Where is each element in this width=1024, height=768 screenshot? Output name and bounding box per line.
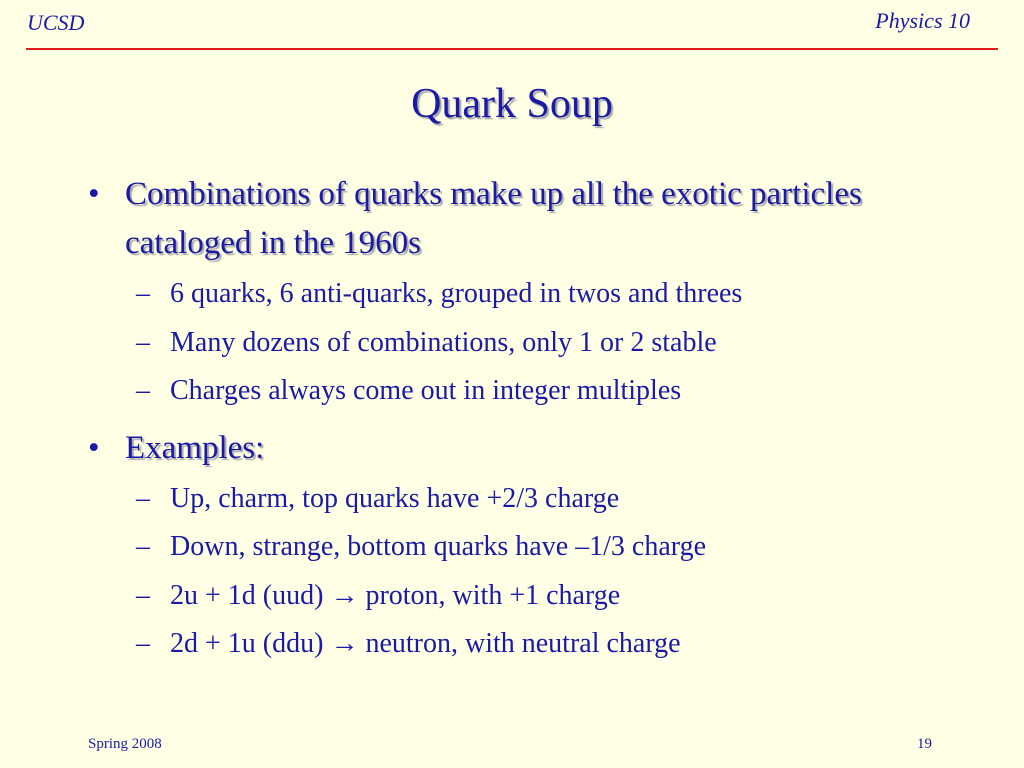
bullet-text: Combinations of quarks make up all the exotic particles cataloged in the 1960s [125, 176, 862, 261]
bullet-marker: • [88, 176, 100, 212]
dash-marker: – [136, 326, 150, 358]
sub-item [88, 475, 988, 524]
page-number: 19 [917, 736, 932, 752]
footer-term: Spring 2008 [88, 736, 162, 752]
header-divider [26, 48, 998, 50]
header-course: Physics 10 [875, 8, 970, 33]
sub-item-text: 6 quarks, 6 anti-quarks, grouped in twos and threes [170, 278, 743, 309]
header-institution: UCSD [27, 10, 85, 35]
bullet-text: Examples: [125, 429, 265, 466]
sub-list [88, 475, 988, 669]
slide-body [88, 170, 988, 677]
dash-marker: – [136, 375, 150, 406]
sub-item-text: Down, strange, bottom quarks have –1/3 charge [170, 531, 707, 562]
sub-item [88, 319, 988, 368]
sub-item-text: Charges always come out in integer multiples [170, 375, 682, 406]
sub-item [88, 367, 988, 416]
sub-item [88, 620, 988, 669]
dash-marker: – [136, 482, 150, 514]
sub-item-text: 2u + 1d (uud) → proton, with +1 charge [170, 579, 621, 611]
sub-list [88, 270, 988, 416]
sub-item-text: Many dozens of combinations, only 1 or 2 stable [170, 326, 717, 358]
sub-item-text: Up, charm, top quarks have +2/3 charge [170, 482, 620, 514]
slide-title: Quark Soup [411, 81, 613, 127]
sub-item [88, 572, 988, 621]
dash-marker: – [136, 531, 150, 562]
bullet-combinations [88, 170, 988, 268]
sub-item-text: 2d + 1u (ddu) → neutron, with neutral charge [170, 628, 681, 659]
bullet-examples [88, 424, 988, 473]
sub-item [88, 270, 988, 319]
dash-marker: – [136, 628, 150, 659]
sub-item [88, 523, 988, 572]
dash-marker: – [136, 579, 150, 611]
dash-marker: – [136, 278, 150, 309]
bullet-marker: • [88, 429, 100, 466]
